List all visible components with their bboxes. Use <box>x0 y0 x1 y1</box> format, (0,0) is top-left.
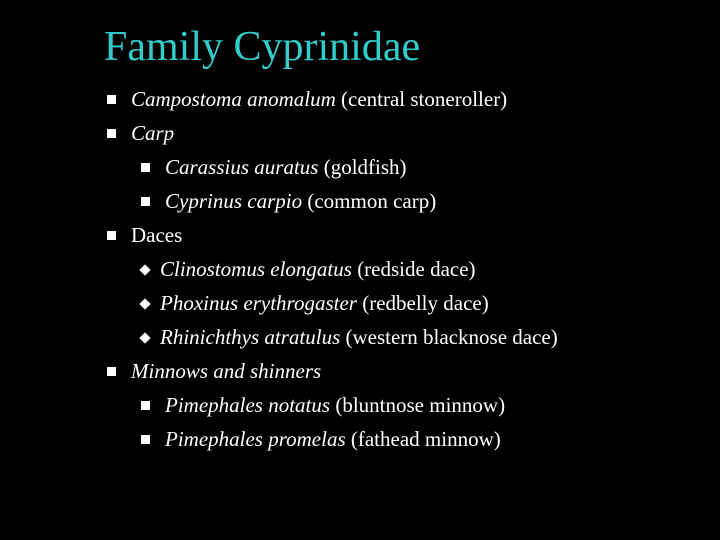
common-name: (western blacknose dace) <box>340 325 558 349</box>
common-name: (common carp) <box>302 189 437 213</box>
square-bullet-icon <box>141 163 150 172</box>
bullet-text <box>131 118 174 148</box>
bullet-text <box>131 84 507 114</box>
square-bullet-icon <box>141 435 150 444</box>
square-bullet-icon <box>107 129 116 138</box>
scientific-name: Carp <box>131 121 175 145</box>
common-name: (redbelly dace) <box>356 291 489 315</box>
bullet-text <box>131 220 182 250</box>
common-name: (bluntnose minnow) <box>330 393 506 417</box>
square-bullet-icon <box>107 367 116 376</box>
scientific-name: Pimephales promelas <box>165 427 346 451</box>
square-bullet-icon <box>107 95 116 104</box>
scientific-name: Clinostomus elongatus <box>160 257 352 281</box>
slide-title: Family Cyprinidae <box>104 24 421 70</box>
bullet-text <box>165 186 436 216</box>
bullet-text <box>165 424 501 454</box>
scientific-name: Pimephales notatus <box>165 393 331 417</box>
scientific-name: Campostoma anomalum <box>131 87 336 111</box>
scientific-name: Carassius auratus <box>165 155 319 179</box>
diamond-bullet-icon <box>139 298 150 309</box>
square-bullet-icon <box>141 197 150 206</box>
common-name: Daces <box>131 223 183 247</box>
scientific-name: Cyprinus carpio <box>165 189 303 213</box>
diamond-bullet-icon <box>139 264 150 275</box>
square-bullet-icon <box>141 401 150 410</box>
common-name: (central stoneroller) <box>335 87 508 111</box>
scientific-name: Rhinichthys atratulus <box>160 325 341 349</box>
bullet-text <box>160 288 489 318</box>
common-name: (goldfish) <box>318 155 407 179</box>
bullet-text <box>160 322 558 352</box>
scientific-name: Minnows and shinners <box>131 359 322 383</box>
common-name: (redside dace) <box>351 257 476 281</box>
common-name: (fathead minnow) <box>345 427 501 451</box>
bullet-text <box>165 152 407 182</box>
bullet-text <box>131 356 321 386</box>
bullet-text <box>160 254 476 284</box>
square-bullet-icon <box>107 231 116 240</box>
bullet-text <box>165 390 505 420</box>
diamond-bullet-icon <box>139 332 150 343</box>
scientific-name: Phoxinus erythrogaster <box>160 291 357 315</box>
